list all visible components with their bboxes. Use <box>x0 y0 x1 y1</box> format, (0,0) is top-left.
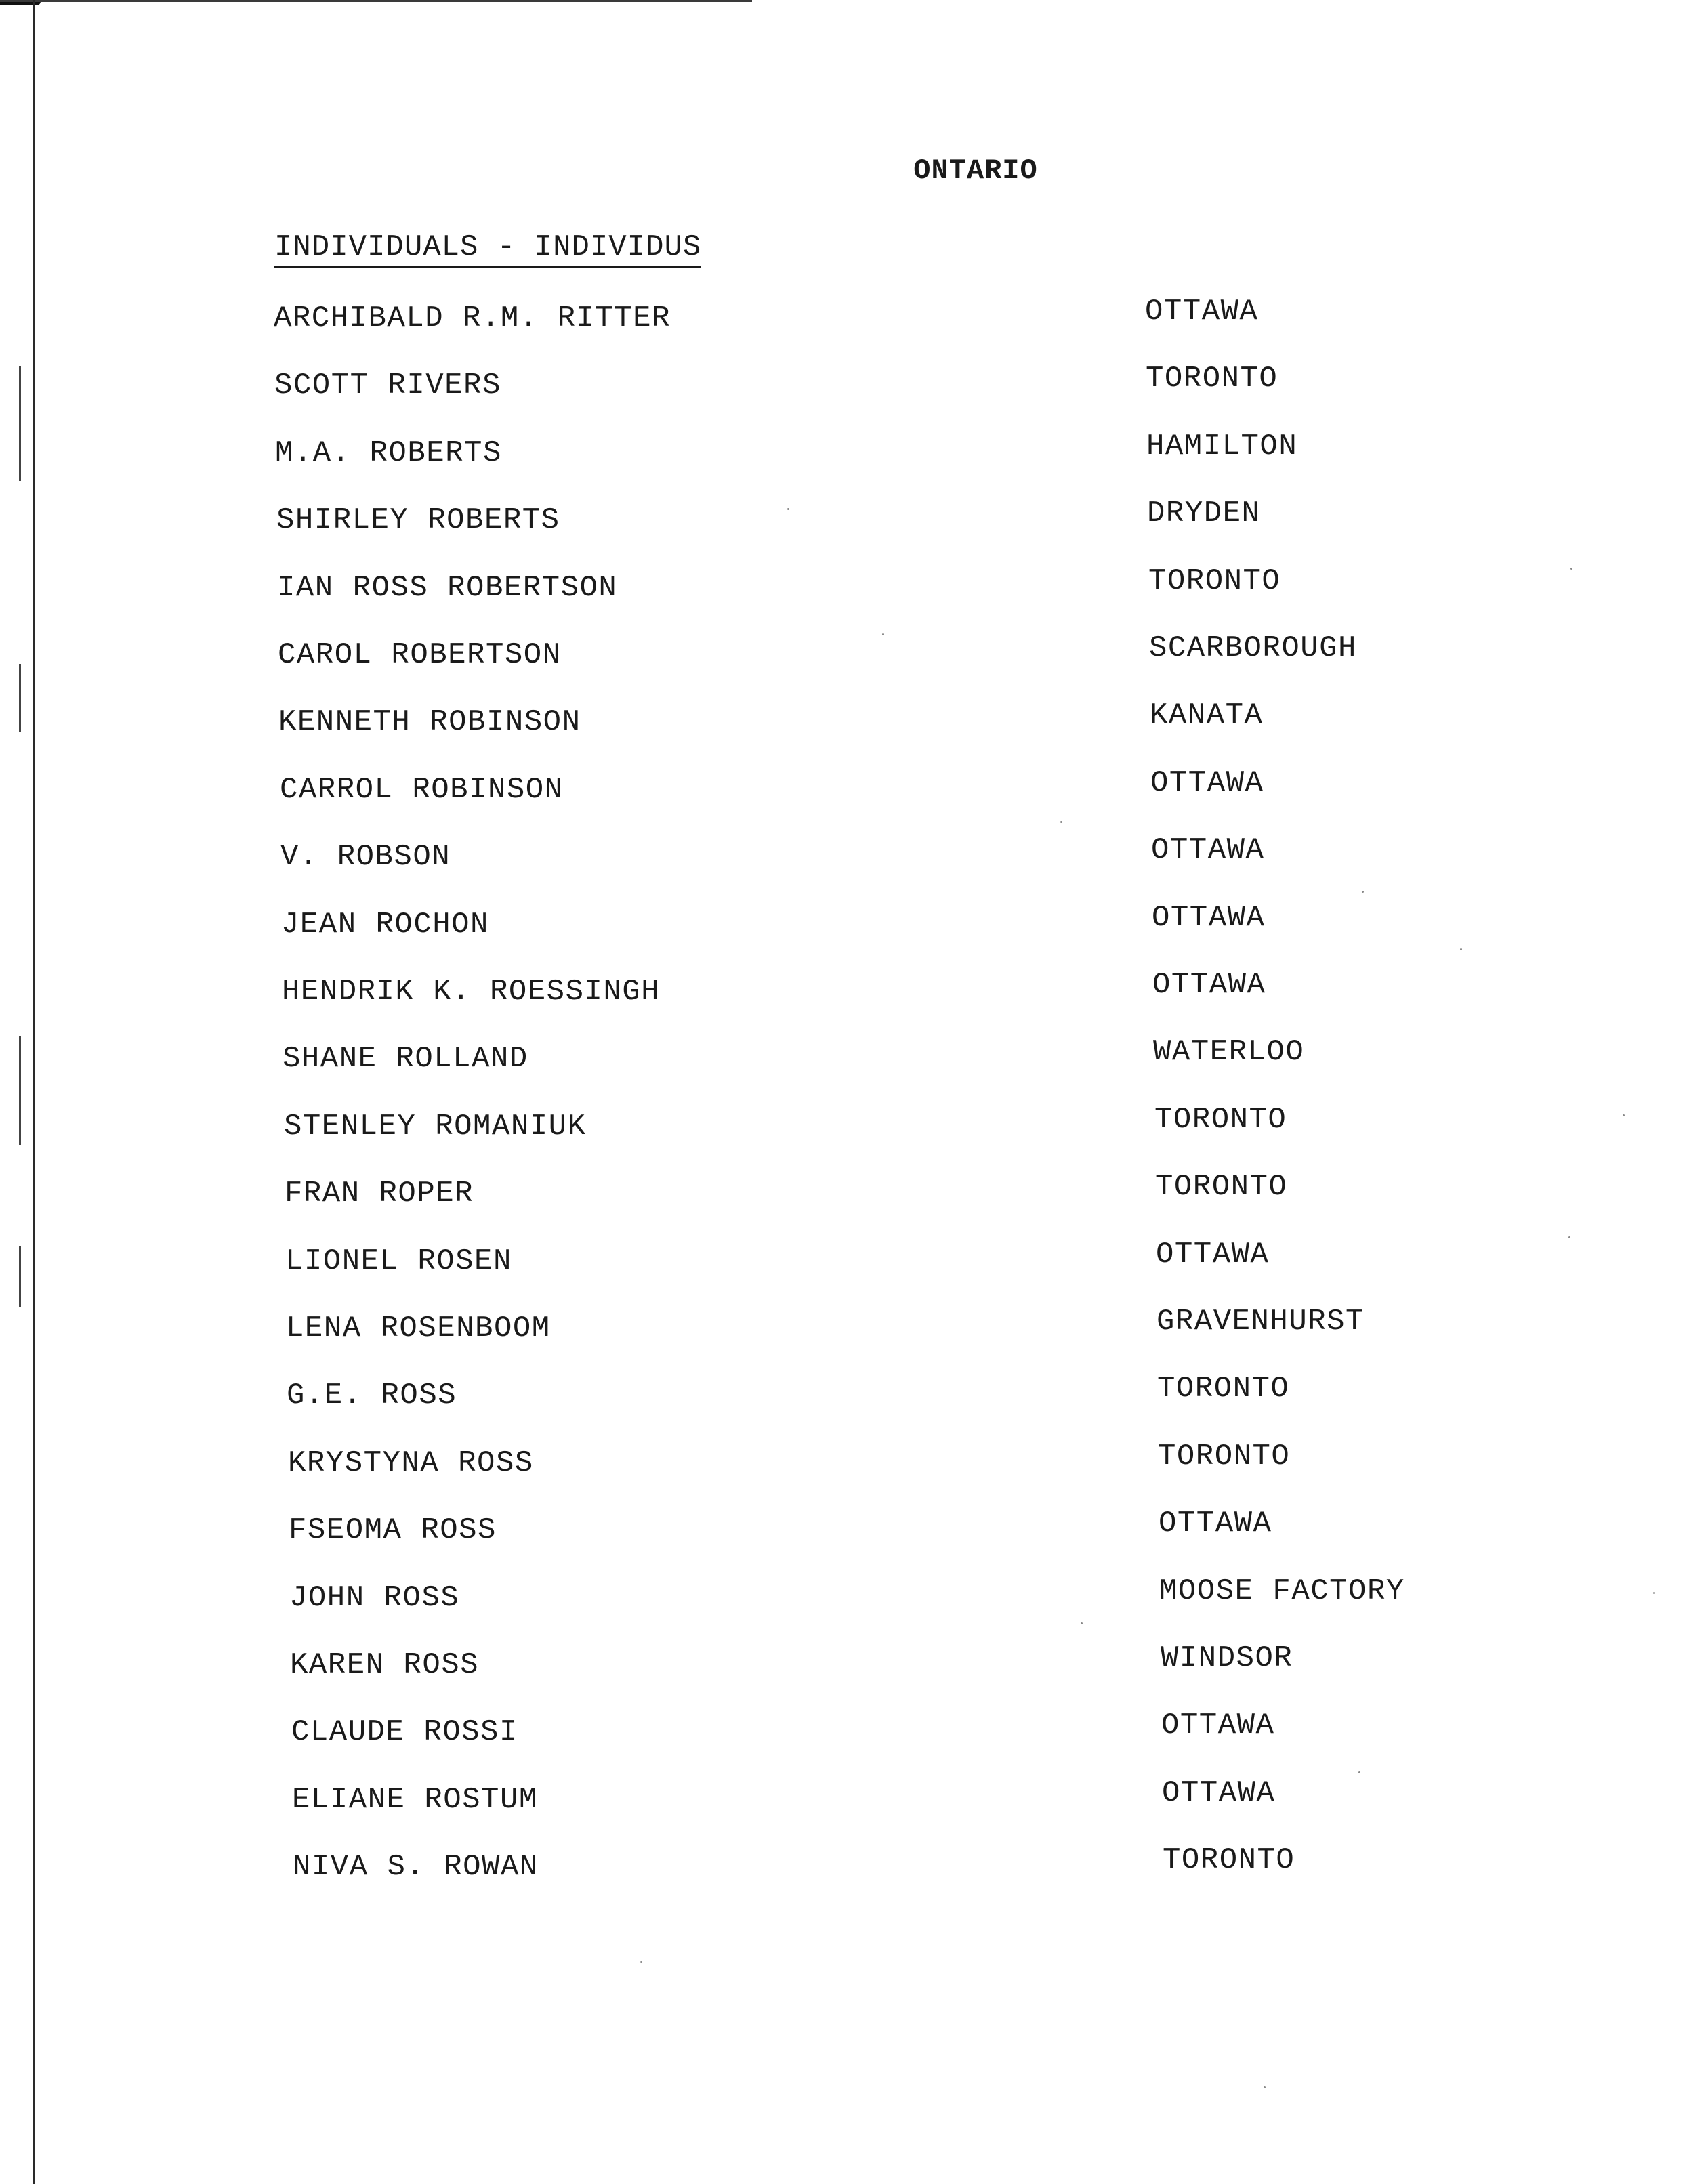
scan-speck <box>640 1961 642 1963</box>
directory-entry <box>0 295 1708 342</box>
entry-name: HENDRIK K. ROESSINGH <box>282 975 661 1009</box>
entry-name: KENNETH ROBINSON <box>278 705 581 739</box>
entry-city: OTTAWA <box>1156 1238 1270 1272</box>
directory-entry <box>0 362 1708 409</box>
entry-city: OTTAWA <box>1161 1708 1275 1742</box>
entry-city: TORONTO <box>1163 1843 1295 1877</box>
scan-speck <box>1570 568 1572 570</box>
directory-entry <box>0 1103 1708 1150</box>
entry-name: SCOTT RIVERS <box>274 369 501 402</box>
entry-city: TORONTO <box>1148 564 1281 598</box>
scan-speck <box>1653 1592 1655 1594</box>
directory-entry <box>0 1440 1708 1487</box>
entry-city: OTTAWA <box>1145 295 1259 329</box>
directory-entry <box>0 1035 1708 1083</box>
entry-city: MOOSE FACTORY <box>1159 1574 1405 1608</box>
entry-name: KRYSTYNA ROSS <box>288 1446 534 1480</box>
scan-speck <box>882 633 884 635</box>
directory-entry <box>0 698 1708 746</box>
directory-entry <box>0 1708 1708 1756</box>
scan-speck <box>1358 1771 1360 1773</box>
entry-name: IAN ROSS ROBERTSON <box>277 571 618 605</box>
entry-name: LIONEL ROSEN <box>285 1244 512 1278</box>
entry-city: TORONTO <box>1146 362 1278 396</box>
entry-name: V. ROBSON <box>280 840 451 874</box>
entry-city: TORONTO <box>1158 1440 1291 1473</box>
entry-name: FSEOMA ROSS <box>289 1513 497 1547</box>
entry-name: SHANE ROLLAND <box>283 1042 528 1076</box>
directory-entry <box>0 833 1708 881</box>
entry-city: OTTAWA <box>1152 968 1266 1002</box>
section-heading: INDIVIDUALS - INDIVIDUS <box>274 230 701 268</box>
directory-entry <box>0 1507 1708 1554</box>
directory-entry <box>0 564 1708 612</box>
directory-entry <box>0 429 1708 477</box>
directory-entry <box>0 1372 1708 1419</box>
entry-city: OTTAWA <box>1151 833 1265 867</box>
entry-name: M.A. ROBERTS <box>275 436 502 470</box>
entry-name: STENLEY ROMANIUK <box>284 1110 587 1143</box>
scan-speck <box>1060 821 1062 823</box>
entry-name: G.E. ROSS <box>287 1379 457 1412</box>
entry-city: OTTAWA <box>1162 1776 1276 1810</box>
entry-name: FRAN ROPER <box>285 1177 474 1211</box>
entry-city: DRYDEN <box>1147 497 1261 530</box>
entry-city: TORONTO <box>1157 1372 1290 1406</box>
page-title: ONTARIO <box>913 154 1038 187</box>
entry-name: ELIANE ROSTUM <box>292 1783 538 1817</box>
entry-name: JOHN ROSS <box>289 1581 460 1615</box>
entry-city: TORONTO <box>1155 1170 1288 1204</box>
scan-speck <box>1081 1622 1083 1624</box>
scan-speck <box>1623 1114 1625 1116</box>
entry-name: CARROL ROBINSON <box>280 773 564 807</box>
scan-top-edge <box>0 0 752 2</box>
directory-entry <box>0 901 1708 948</box>
directory-entry <box>0 1305 1708 1352</box>
entry-city: OTTAWA <box>1150 766 1264 800</box>
scan-speck <box>1460 948 1462 950</box>
directory-entry <box>0 497 1708 544</box>
entry-name: SHIRLEY ROBERTS <box>276 503 560 537</box>
directory-entry <box>0 1574 1708 1622</box>
directory-entry <box>0 1843 1708 1891</box>
entry-name: CLAUDE ROSSI <box>291 1715 518 1749</box>
entry-city: GRAVENHURST <box>1157 1305 1365 1339</box>
entry-city: WINDSOR <box>1161 1641 1293 1675</box>
entry-city: WATERLOO <box>1153 1035 1305 1069</box>
directory-entry <box>0 1170 1708 1217</box>
scan-speck <box>1362 891 1364 893</box>
scan-speck <box>1264 2086 1266 2088</box>
directory-entry <box>0 1641 1708 1689</box>
entry-name: KAREN ROSS <box>290 1648 480 1682</box>
entry-name: NIVA S. ROWAN <box>293 1850 539 1884</box>
entry-city: HAMILTON <box>1146 429 1298 463</box>
entry-city: OTTAWA <box>1152 901 1266 935</box>
scan-speck <box>1568 1236 1570 1238</box>
directory-entry <box>0 631 1708 679</box>
entry-name: ARCHIBALD R.M. RITTER <box>274 301 671 335</box>
directory-entry <box>0 968 1708 1015</box>
entry-name: LENA ROSENBOOM <box>286 1311 551 1345</box>
entry-city: SCARBOROUGH <box>1149 631 1357 665</box>
directory-entry <box>0 766 1708 814</box>
scan-speck <box>787 508 789 510</box>
directory-entry <box>0 1776 1708 1824</box>
entry-name: CAROL ROBERTSON <box>278 638 562 672</box>
entry-name: JEAN ROCHON <box>281 908 489 942</box>
entry-city: OTTAWA <box>1159 1507 1272 1540</box>
directory-entry <box>0 1238 1708 1285</box>
entry-city: TORONTO <box>1154 1103 1287 1137</box>
entry-city: KANATA <box>1150 698 1264 732</box>
